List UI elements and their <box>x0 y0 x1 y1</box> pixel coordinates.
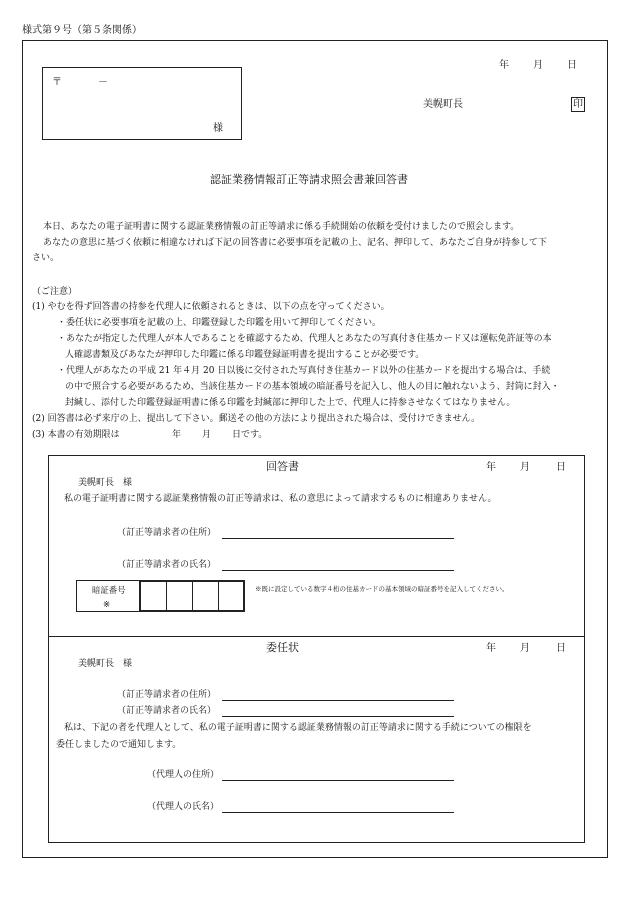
note-1-bullet-1: ・委任状に必要事項を記載の上、印鑑登録した印鑑を用いて押印してください。 <box>57 318 382 328</box>
note-1-bullet-3b: の中で照合する必要があるため、当該住基カードの基本領域の暗証番号を記入し、他人の目に触れないよう、封筒に封入・ <box>65 382 560 392</box>
note-1-bullet-2b: 人確認書類及びあなたが押印した印鑑に係る印鑑登録証明書を提出することが必要です。 <box>65 350 425 360</box>
note-3-year: 年 <box>172 430 182 440</box>
answer-name-field[interactable] <box>222 570 454 571</box>
pin-mark: ※ <box>103 599 111 609</box>
pin-digit-divider <box>218 581 219 611</box>
pin-label: 暗証番号 <box>92 585 126 595</box>
header-year: 年 <box>499 60 509 71</box>
agent-address-label: （代理人の住所） <box>147 770 220 780</box>
agent-name-label: （代理人の氏名） <box>147 802 220 812</box>
answer-month: 月 <box>520 462 530 473</box>
notes-heading: （ご注意） <box>32 287 78 297</box>
intro-line-1: 本日、あなたの電子証明書に関する認証業務情報の訂正等請求に係る手続開始の依頼を受付けましたので照会します。 <box>43 222 520 232</box>
answer-statement: 私の電子証明書に関する認証業務情報の訂正等請求は、私の意思によって請求するものに相違ありません。 <box>64 494 497 504</box>
address-sama: 様 <box>213 123 223 134</box>
proxy-address-field[interactable] <box>222 700 454 701</box>
answer-addressee: 美幌町長 様 <box>78 478 133 488</box>
note-1-bullet-3a: ・代理人があなたの平成 21 年４月 20 日以後に交付された写真付き住基カード以外の住基カードを提出する場合は、手続 <box>57 366 551 376</box>
answer-address-label: （訂正等請求者の住所） <box>117 528 217 538</box>
form-number: 様式第９号（第５条関係） <box>22 25 142 36</box>
note-1-bullet-3c: 封緘し、添付した印鑑登録証明書に係る印鑑を封緘部に押印した上で、代理人に持参させなくてはなりません。 <box>65 398 516 408</box>
mayor-seal: 印 <box>573 99 583 110</box>
proxy-address-label: （訂正等請求者の住所） <box>117 690 217 700</box>
answer-year: 年 <box>486 462 496 473</box>
pin-digit-divider <box>192 581 193 611</box>
proxy-addressee: 美幌町長 様 <box>78 659 133 669</box>
proxy-statement-1: 私は、下記の者を代理人として、私の電子証明書に関する認証業務情報の訂正等請求に関する手続についての権限を <box>64 723 532 733</box>
note-1: (1) やむを得ず回答書の持参を代理人に依頼されるときは、以下の点を守ってください。 <box>32 302 390 312</box>
proxy-year: 年 <box>486 643 496 654</box>
postal-dash: － <box>98 77 108 88</box>
mayor-title: 美幌町長 <box>423 99 463 110</box>
header-day: 日 <box>567 60 577 71</box>
answer-address-field[interactable] <box>222 538 454 539</box>
answer-day: 日 <box>556 462 566 473</box>
answer-name-label: （訂正等請求者の氏名） <box>117 560 217 570</box>
address-box <box>42 67 242 140</box>
note-3-prefix: (3) 本書の有効期限は <box>32 430 120 440</box>
proxy-statement-2: 委任しましたので通知します。 <box>56 740 182 750</box>
answer-title: 回答書 <box>266 460 299 473</box>
pin-note: ※既に設定している数字４桁の住基カードの基本領域の暗証番号を記入してください。 <box>255 585 509 593</box>
header-month: 月 <box>533 60 543 71</box>
agent-name-field[interactable] <box>222 812 454 813</box>
intro-line-3: さい。 <box>32 253 60 263</box>
proxy-name-field[interactable] <box>222 716 454 717</box>
proxy-day: 日 <box>556 643 566 654</box>
proxy-name-label: （訂正等請求者の氏名） <box>117 706 217 716</box>
pin-digit-divider <box>166 581 167 611</box>
reply-form-box <box>48 455 585 843</box>
note-3-day: 日です。 <box>232 430 268 440</box>
agent-address-field[interactable] <box>222 780 454 781</box>
intro-line-2: あなたの意思に基づく依頼に相違なければ下記の回答書に必要事項を記載の上、記名、押印して、あなたご自身が持参して下 <box>43 238 547 248</box>
note-1-bullet-2a: ・あなたが指定した代理人が本人であることを確認するため、代理人とあなたの写真付き住基カード又は運転免許証等の本 <box>57 334 552 344</box>
note-2: (2) 回答書は必ず来庁の上、提出して下さい。郵送その他の方法により提出された場合は、受付けできません。 <box>32 414 481 424</box>
document-title: 認証業務情報訂正等請求照会書兼回答書 <box>210 173 408 186</box>
postal-mark: 〒 <box>52 77 62 88</box>
proxy-month: 月 <box>520 643 530 654</box>
proxy-title: 委任状 <box>266 641 299 654</box>
form-divider <box>48 636 585 637</box>
note-3-month: 月 <box>202 430 212 440</box>
